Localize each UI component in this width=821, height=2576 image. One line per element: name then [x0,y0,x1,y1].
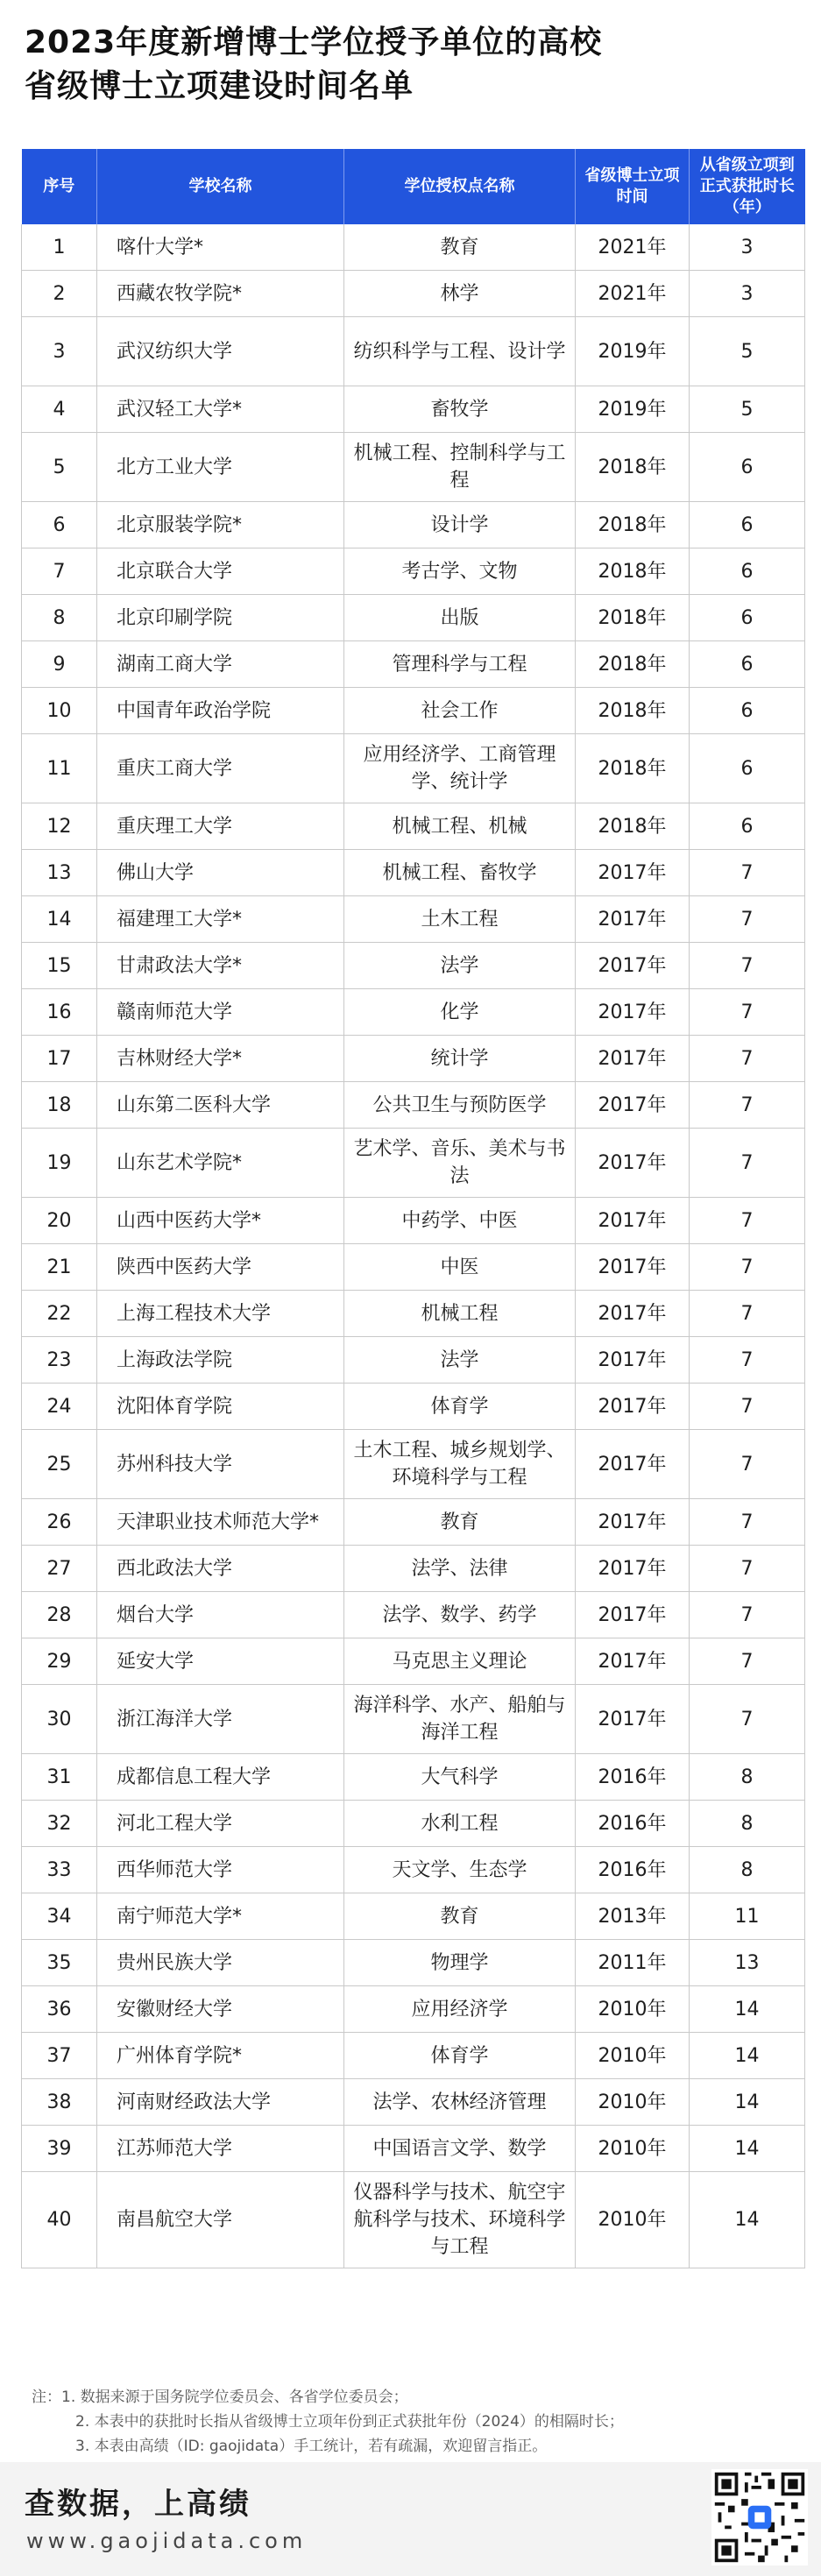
table-row [22,1638,805,1685]
schools-table [21,149,805,2268]
table-row [22,896,805,943]
table-row [22,317,805,386]
cell-school: 西藏农牧学院* [97,271,344,317]
cell-year: 2018年 [576,548,690,595]
cell-duration: 8 [690,1754,805,1801]
cell-school: 中国青年政治学院 [97,688,344,734]
cell-duration: 6 [690,548,805,595]
cell-no: 28 [22,1592,97,1638]
cell-no: 25 [22,1430,97,1499]
cell-program: 中医 [344,1244,576,1291]
cell-program: 法学 [344,1337,576,1384]
cell-year: 2021年 [576,271,690,317]
cell-year: 2017年 [576,989,690,1036]
cell-no: 5 [22,433,97,502]
cell-year: 2018年 [576,641,690,688]
cell-school: 福建理工大学* [97,896,344,943]
cell-duration: 6 [690,433,805,502]
cell-year: 2017年 [576,1384,690,1430]
cell-no: 31 [22,1754,97,1801]
cell-program: 大气科学 [344,1754,576,1801]
cell-year: 2018年 [576,595,690,641]
cell-duration: 7 [690,1384,805,1430]
cell-year: 2018年 [576,734,690,803]
header-year: 省级博士立项时间 [576,149,690,224]
cell-program: 中药学、中医 [344,1198,576,1244]
table-row [22,1801,805,1847]
note-3: 3. 本表由高绩（ID: gaojidata）手工统计，若有疏漏，欢迎留言指正。 [75,2438,548,2455]
footer [0,2462,821,2576]
cell-year: 2010年 [576,2033,690,2079]
cell-school: 广州体育学院* [97,2033,344,2079]
cell-program: 机械工程、畜牧学 [344,850,576,896]
cell-no: 38 [22,2079,97,2126]
cell-duration: 7 [690,1244,805,1291]
cell-duration: 6 [690,502,805,548]
cell-no: 8 [22,595,97,641]
cell-school: 河南财经政法大学 [97,2079,344,2126]
cell-duration: 14 [690,1986,805,2033]
cell-year: 2017年 [576,1036,690,1082]
cell-school: 南宁师范大学* [97,1893,344,1940]
cell-school: 山东第二医科大学 [97,1082,344,1129]
cell-school: 上海政法学院 [97,1337,344,1384]
cell-school: 甘肃政法大学* [97,943,344,989]
title-line-2: 省级博士立项建设时间名单 [25,68,414,104]
cell-program: 土木工程 [344,896,576,943]
cell-no: 4 [22,386,97,433]
table-row [22,1847,805,1893]
cell-program: 教育 [344,224,576,271]
cell-duration: 7 [690,1337,805,1384]
cell-year: 2017年 [576,896,690,943]
cell-program: 林学 [344,271,576,317]
cell-school: 重庆理工大学 [97,803,344,850]
cell-duration: 6 [690,688,805,734]
cell-duration: 7 [690,1638,805,1685]
table-row [22,1685,805,1754]
cell-program: 法学、农林经济管理 [344,2079,576,2126]
cell-school: 武汉纺织大学 [97,317,344,386]
cell-program: 体育学 [344,1384,576,1430]
table-row [22,548,805,595]
cell-duration: 3 [690,224,805,271]
table-row [22,224,805,271]
table-row [22,1940,805,1986]
cell-duration: 11 [690,1893,805,1940]
title-line-1: 2023年度新增博士学位授予单位的高校 [25,25,603,60]
cell-no: 32 [22,1801,97,1847]
header-duration: 从省级立项到正式获批时长（年） [690,149,805,224]
cell-program: 艺术学、音乐、美术与书法 [344,1129,576,1198]
cell-year: 2011年 [576,1940,690,1986]
cell-no: 27 [22,1546,97,1592]
cell-no: 19 [22,1129,97,1198]
cell-year: 2017年 [576,850,690,896]
table-row [22,1430,805,1499]
cell-year: 2017年 [576,1082,690,1129]
cell-duration: 6 [690,803,805,850]
cell-duration: 7 [690,1291,805,1337]
cell-program: 社会工作 [344,688,576,734]
table-row [22,641,805,688]
footer-slogan: 查数据，上高绩 [25,2487,251,2522]
cell-program: 应用经济学、工商管理学、统计学 [344,734,576,803]
cell-program: 机械工程 [344,1291,576,1337]
table-row [22,1198,805,1244]
cell-program: 法学 [344,943,576,989]
table-row [22,1337,805,1384]
cell-year: 2016年 [576,1847,690,1893]
cell-duration: 3 [690,271,805,317]
cell-no: 39 [22,2126,97,2172]
table-header-row [22,149,805,224]
cell-program: 仪器科学与技术、航空宇航科学与技术、环境科学与工程 [344,2172,576,2268]
notes [32,2385,794,2459]
cell-no: 15 [22,943,97,989]
cell-no: 17 [22,1036,97,1082]
cell-no: 30 [22,1685,97,1754]
table-row [22,1499,805,1546]
cell-year: 2017年 [576,1685,690,1754]
table-row [22,850,805,896]
cell-school: 西北政法大学 [97,1546,344,1592]
cell-duration: 7 [690,1499,805,1546]
cell-no: 9 [22,641,97,688]
cell-no: 18 [22,1082,97,1129]
cell-year: 2019年 [576,317,690,386]
cell-no: 33 [22,1847,97,1893]
footer-website: www.gaojidata.com [26,2529,308,2553]
cell-program: 水利工程 [344,1801,576,1847]
cell-program: 机械工程、机械 [344,803,576,850]
cell-program: 应用经济学 [344,1986,576,2033]
cell-program: 公共卫生与预防医学 [344,1082,576,1129]
cell-no: 20 [22,1198,97,1244]
cell-no: 13 [22,850,97,896]
cell-program: 天文学、生态学 [344,1847,576,1893]
cell-school: 上海工程技术大学 [97,1291,344,1337]
cell-program: 物理学 [344,1940,576,1986]
cell-school: 重庆工商大学 [97,734,344,803]
cell-school: 延安大学 [97,1638,344,1685]
cell-no: 16 [22,989,97,1036]
cell-program: 海洋科学、水产、船舶与海洋工程 [344,1685,576,1754]
cell-year: 2010年 [576,2126,690,2172]
cell-school: 佛山大学 [97,850,344,896]
cell-year: 2017年 [576,1129,690,1198]
cell-duration: 8 [690,1801,805,1847]
table-row [22,1082,805,1129]
table-row [22,688,805,734]
cell-duration: 7 [690,943,805,989]
cell-year: 2016年 [576,1801,690,1847]
cell-duration: 5 [690,386,805,433]
cell-no: 3 [22,317,97,386]
cell-year: 2017年 [576,1638,690,1685]
qr-code-icon [711,2469,808,2565]
cell-no: 14 [22,896,97,943]
cell-school: 安徽财经大学 [97,1986,344,2033]
cell-duration: 7 [690,1592,805,1638]
cell-school: 武汉轻工大学* [97,386,344,433]
cell-no: 35 [22,1940,97,1986]
cell-program: 体育学 [344,2033,576,2079]
cell-school: 河北工程大学 [97,1801,344,1847]
table-row [22,2172,805,2268]
table-row [22,1384,805,1430]
cell-duration: 6 [690,734,805,803]
table-row [22,1244,805,1291]
cell-school: 烟台大学 [97,1592,344,1638]
header-program: 学位授权点名称 [344,149,576,224]
cell-program: 纺织科学与工程、设计学 [344,317,576,386]
cell-duration: 13 [690,1940,805,1986]
cell-no: 10 [22,688,97,734]
table-row [22,1291,805,1337]
cell-no: 12 [22,803,97,850]
cell-school: 沈阳体育学院 [97,1384,344,1430]
cell-program: 设计学 [344,502,576,548]
cell-program: 教育 [344,1499,576,1546]
table-row [22,1754,805,1801]
cell-year: 2017年 [576,943,690,989]
table-row [22,989,805,1036]
cell-no: 34 [22,1893,97,1940]
cell-duration: 7 [690,989,805,1036]
cell-year: 2017年 [576,1546,690,1592]
cell-no: 2 [22,271,97,317]
table-body [22,224,805,2268]
cell-year: 2018年 [576,502,690,548]
cell-year: 2018年 [576,688,690,734]
cell-year: 2010年 [576,1986,690,2033]
cell-program: 统计学 [344,1036,576,1082]
cell-year: 2017年 [576,1198,690,1244]
cell-duration: 7 [690,850,805,896]
table-row [22,734,805,803]
table-row [22,433,805,502]
cell-school: 天津职业技术师范大学* [97,1499,344,1546]
cell-year: 2019年 [576,386,690,433]
cell-school: 苏州科技大学 [97,1430,344,1499]
cell-duration: 14 [690,2126,805,2172]
cell-program: 化学 [344,989,576,1036]
cell-no: 11 [22,734,97,803]
header-school: 学校名称 [97,149,344,224]
cell-school: 北京联合大学 [97,548,344,595]
cell-duration: 8 [690,1847,805,1893]
cell-year: 2013年 [576,1893,690,1940]
cell-duration: 7 [690,1198,805,1244]
cell-duration: 7 [690,1685,805,1754]
cell-school: 陕西中医药大学 [97,1244,344,1291]
cell-duration: 14 [690,2172,805,2268]
cell-year: 2017年 [576,1337,690,1384]
cell-school: 北京服装学院* [97,502,344,548]
cell-year: 2018年 [576,433,690,502]
cell-duration: 7 [690,1430,805,1499]
cell-no: 36 [22,1986,97,2033]
cell-year: 2017年 [576,1592,690,1638]
cell-program: 法学、法律 [344,1546,576,1592]
cell-no: 7 [22,548,97,595]
cell-year: 2018年 [576,803,690,850]
table-row [22,2033,805,2079]
cell-program: 中国语言文学、数学 [344,2126,576,2172]
cell-duration: 6 [690,641,805,688]
cell-school: 北方工业大学 [97,433,344,502]
cell-year: 2017年 [576,1291,690,1337]
cell-no: 6 [22,502,97,548]
cell-duration: 6 [690,595,805,641]
cell-year: 2010年 [576,2172,690,2268]
cell-school: 贵州民族大学 [97,1940,344,1986]
cell-school: 喀什大学* [97,224,344,271]
table-row [22,1986,805,2033]
cell-program: 机械工程、控制科学与工程 [344,433,576,502]
cell-duration: 7 [690,896,805,943]
cell-year: 2016年 [576,1754,690,1801]
header-no: 序号 [22,149,97,224]
cell-no: 21 [22,1244,97,1291]
cell-no: 1 [22,224,97,271]
cell-no: 24 [22,1384,97,1430]
cell-school: 北京印刷学院 [97,595,344,641]
table-row [22,595,805,641]
cell-school: 南昌航空大学 [97,2172,344,2268]
cell-school: 山西中医药大学* [97,1198,344,1244]
cell-duration: 14 [690,2079,805,2126]
cell-school: 浙江海洋大学 [97,1685,344,1754]
cell-program: 畜牧学 [344,386,576,433]
note-1: 注：1. 数据来源于国务院学位委员会、各省学位委员会； [32,2388,408,2406]
cell-program: 马克思主义理论 [344,1638,576,1685]
cell-year: 2017年 [576,1430,690,1499]
table-row [22,1592,805,1638]
cell-no: 22 [22,1291,97,1337]
cell-program: 教育 [344,1893,576,1940]
table-row [22,1129,805,1198]
cell-school: 湖南工商大学 [97,641,344,688]
cell-program: 管理科学与工程 [344,641,576,688]
table-row [22,2126,805,2172]
cell-no: 26 [22,1499,97,1546]
table-row [22,386,805,433]
table-row [22,943,805,989]
cell-program: 考古学、文物 [344,548,576,595]
cell-duration: 7 [690,1546,805,1592]
cell-school: 西华师范大学 [97,1847,344,1893]
table-row [22,1546,805,1592]
cell-school: 山东艺术学院* [97,1129,344,1198]
cell-no: 40 [22,2172,97,2268]
cell-duration: 14 [690,2033,805,2079]
cell-duration: 5 [690,317,805,386]
cell-duration: 7 [690,1129,805,1198]
table-row [22,1036,805,1082]
cell-program: 出版 [344,595,576,641]
note-2: 2. 本表中的获批时长指从省级博士立项年份到正式获批年份（2024）的相隔时长； [75,2413,624,2431]
table-row [22,2079,805,2126]
cell-school: 江苏师范大学 [97,2126,344,2172]
cell-no: 23 [22,1337,97,1384]
cell-program: 法学、数学、药学 [344,1592,576,1638]
cell-school: 赣南师范大学 [97,989,344,1036]
cell-year: 2021年 [576,224,690,271]
cell-year: 2017年 [576,1244,690,1291]
cell-school: 吉林财经大学* [97,1036,344,1082]
table-row [22,1893,805,1940]
table-row [22,502,805,548]
table-row [22,271,805,317]
cell-no: 37 [22,2033,97,2079]
cell-school: 成都信息工程大学 [97,1754,344,1801]
cell-year: 2017年 [576,1499,690,1546]
page-title [25,21,796,109]
table-row [22,803,805,850]
cell-duration: 7 [690,1082,805,1129]
cell-duration: 7 [690,1036,805,1082]
cell-program: 土木工程、城乡规划学、环境科学与工程 [344,1430,576,1499]
cell-no: 29 [22,1638,97,1685]
cell-year: 2010年 [576,2079,690,2126]
